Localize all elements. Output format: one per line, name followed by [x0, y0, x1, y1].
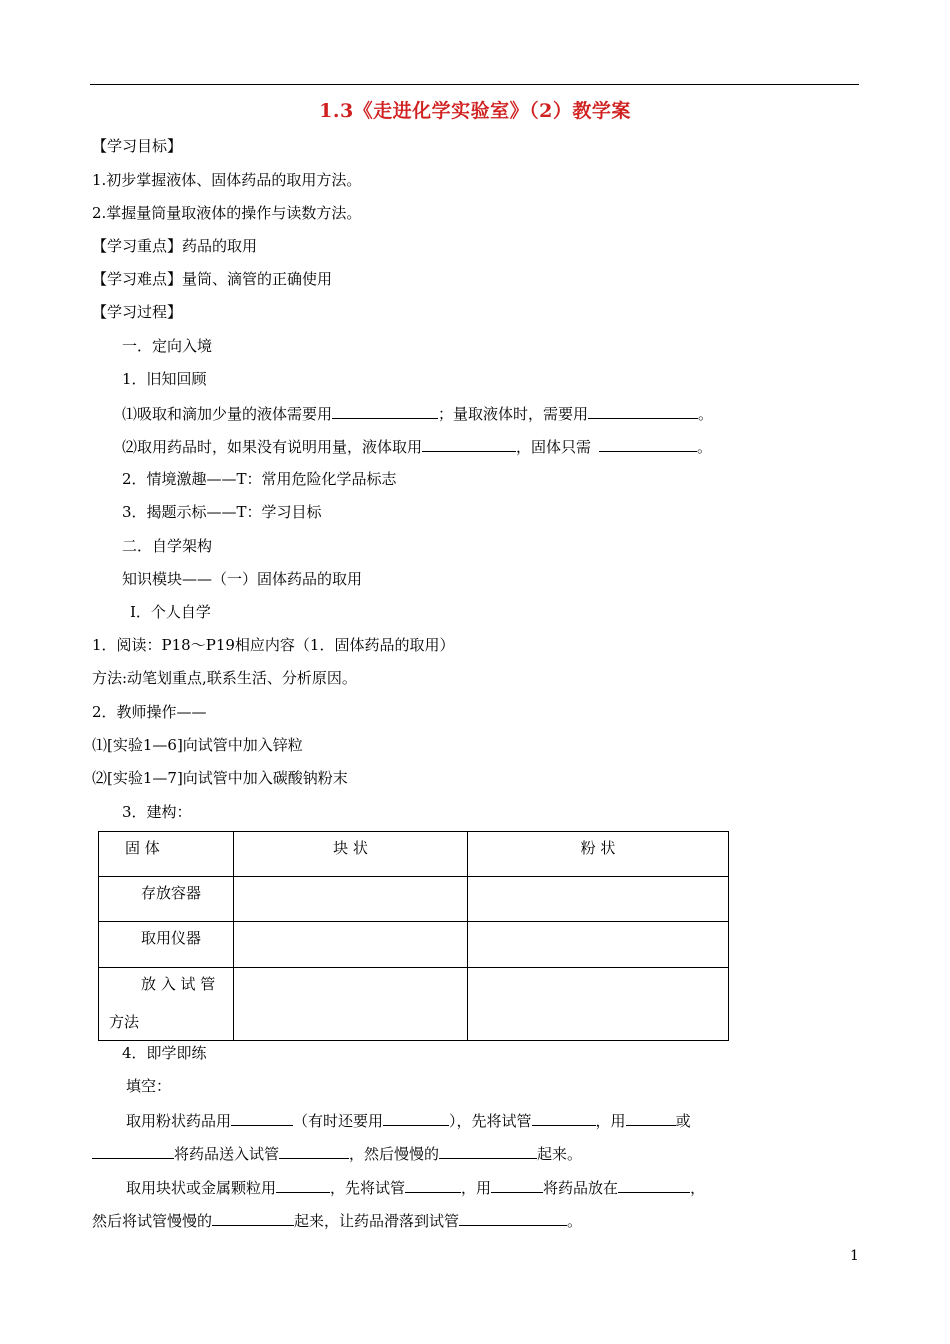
question-1-text-c: 。 — [698, 405, 714, 423]
focus-line: 【学习重点】药品的取用 — [92, 237, 258, 255]
item-3: 3．揭题示标——T：学习目标 — [122, 503, 322, 521]
practice-line-2 — [92, 1143, 582, 1164]
blank[interactable] — [588, 403, 698, 419]
reading-line: 1．阅读：P18～P19相应内容（1．固体药品的取用） — [92, 636, 455, 654]
answer-cell[interactable] — [468, 922, 729, 968]
question-1 — [122, 403, 713, 424]
question-1-text-b: ；量取液体时，需要用 — [438, 405, 589, 423]
section-2-heading: 二．自学架构 — [122, 537, 213, 555]
practice-3-text-d: 将药品放在 — [543, 1179, 619, 1197]
blank[interactable] — [626, 1110, 676, 1126]
practice-1-text-a: 取用粉状药品用 — [126, 1112, 232, 1130]
practice-line-3 — [126, 1177, 705, 1198]
blank[interactable] — [532, 1110, 596, 1126]
self-study-heading: Ⅰ．个人自学 — [130, 603, 211, 621]
practice-1-text-b: （有时还要用 — [293, 1112, 384, 1130]
practice-4-text-c: 。 — [567, 1212, 583, 1230]
answer-cell[interactable] — [234, 877, 468, 922]
question-2-text-a: ⑵取用药品时，如果没有说明用量，液体取用 — [122, 438, 423, 456]
practice-2-text-a: 将药品送入试管 — [174, 1145, 280, 1163]
practice-line-1 — [126, 1110, 691, 1131]
practice-line-4 — [92, 1210, 582, 1231]
goal-2: 2.掌握量筒量取液体的操作与读数方法。 — [92, 204, 362, 222]
goal-1: 1.初步掌握液体、固体药品的取用方法。 — [92, 171, 362, 189]
page-number: 1 — [850, 1248, 859, 1264]
practice-1-text-e: 或 — [675, 1112, 691, 1130]
practice-2-text-b: ，然后慢慢的 — [349, 1145, 440, 1163]
practice-2-text-c: 起来。 — [537, 1145, 583, 1163]
row-storage-label: 存放容器 — [99, 877, 234, 922]
section-1-heading: 一．定向入境 — [122, 337, 213, 355]
blank[interactable] — [599, 436, 697, 452]
practice-3-text-b: ，先将试管 — [330, 1179, 406, 1197]
answer-cell[interactable] — [234, 968, 468, 1041]
blank[interactable] — [279, 1143, 349, 1159]
blank[interactable] — [439, 1143, 537, 1159]
header-powder: 粉 状 — [468, 832, 729, 877]
teacher-operation: 2．教师操作—— — [92, 703, 207, 721]
header-solid: 固 体 — [99, 832, 234, 877]
blank[interactable] — [92, 1143, 174, 1159]
blank[interactable] — [231, 1110, 293, 1126]
experiment-1: ⑴[实验1—6]向试管中加入锌粒 — [92, 736, 303, 754]
practice-4-text-a: 然后将试管慢慢的 — [92, 1212, 213, 1230]
header-block: 块 状 — [234, 832, 468, 877]
question-2-text-b: ，固体只需 — [516, 438, 592, 456]
blank[interactable] — [383, 1110, 449, 1126]
process-heading: 【学习过程】 — [92, 303, 183, 321]
item-1-heading: 1．旧知回顾 — [122, 370, 207, 388]
question-2 — [122, 436, 712, 457]
solid-reagent-table — [98, 831, 729, 1041]
header-rule — [90, 84, 859, 85]
practice-3-text-c: ，用 — [461, 1179, 492, 1197]
blank[interactable] — [618, 1177, 690, 1193]
practice-heading: 4．即学即练 — [122, 1044, 207, 1062]
answer-cell[interactable] — [468, 968, 729, 1041]
item-2: 2．情境激趣——T：常用危险化学品标志 — [122, 470, 397, 488]
blank[interactable] — [212, 1210, 294, 1226]
practice-4-text-b: 起来，让药品滑落到试管 — [294, 1212, 460, 1230]
blank[interactable] — [332, 403, 438, 419]
method-line: 方法:动笔划重点,联系生活、分析原因。 — [92, 669, 357, 687]
practice-3-text-e: ， — [690, 1179, 706, 1197]
document-title: 1.3《走进化学实验室》（2）教学案 — [319, 100, 631, 122]
row-method-label: 放 入 试 管 方法 — [99, 968, 234, 1041]
practice-1-text-c: ），先将试管 — [449, 1112, 532, 1130]
blank[interactable] — [276, 1177, 330, 1193]
question-1-text-a: ⑴吸取和滴加少量的液体需要用 — [122, 405, 333, 423]
row-instrument-label: 取用仪器 — [99, 922, 234, 968]
blank[interactable] — [491, 1177, 543, 1193]
answer-cell[interactable] — [234, 922, 468, 968]
practice-3-text-a: 取用块状或金属颗粒用 — [126, 1179, 277, 1197]
difficulty-line: 【学习难点】量筒、滴管的正确使用 — [92, 270, 333, 288]
fill-heading: 填空： — [126, 1077, 172, 1095]
question-2-text-c: 。 — [697, 438, 713, 456]
experiment-2: ⑵[实验1—7]向试管中加入碳酸钠粉末 — [92, 769, 348, 787]
knowledge-module: 知识模块——（一）固体药品的取用 — [122, 570, 363, 588]
blank[interactable] — [459, 1210, 567, 1226]
blank[interactable] — [405, 1177, 461, 1193]
build-heading: 3．建构： — [122, 803, 192, 821]
practice-1-text-d: ，用 — [595, 1112, 626, 1130]
answer-cell[interactable] — [468, 877, 729, 922]
blank[interactable] — [422, 436, 516, 452]
goals-heading: 【学习目标】 — [92, 137, 183, 155]
